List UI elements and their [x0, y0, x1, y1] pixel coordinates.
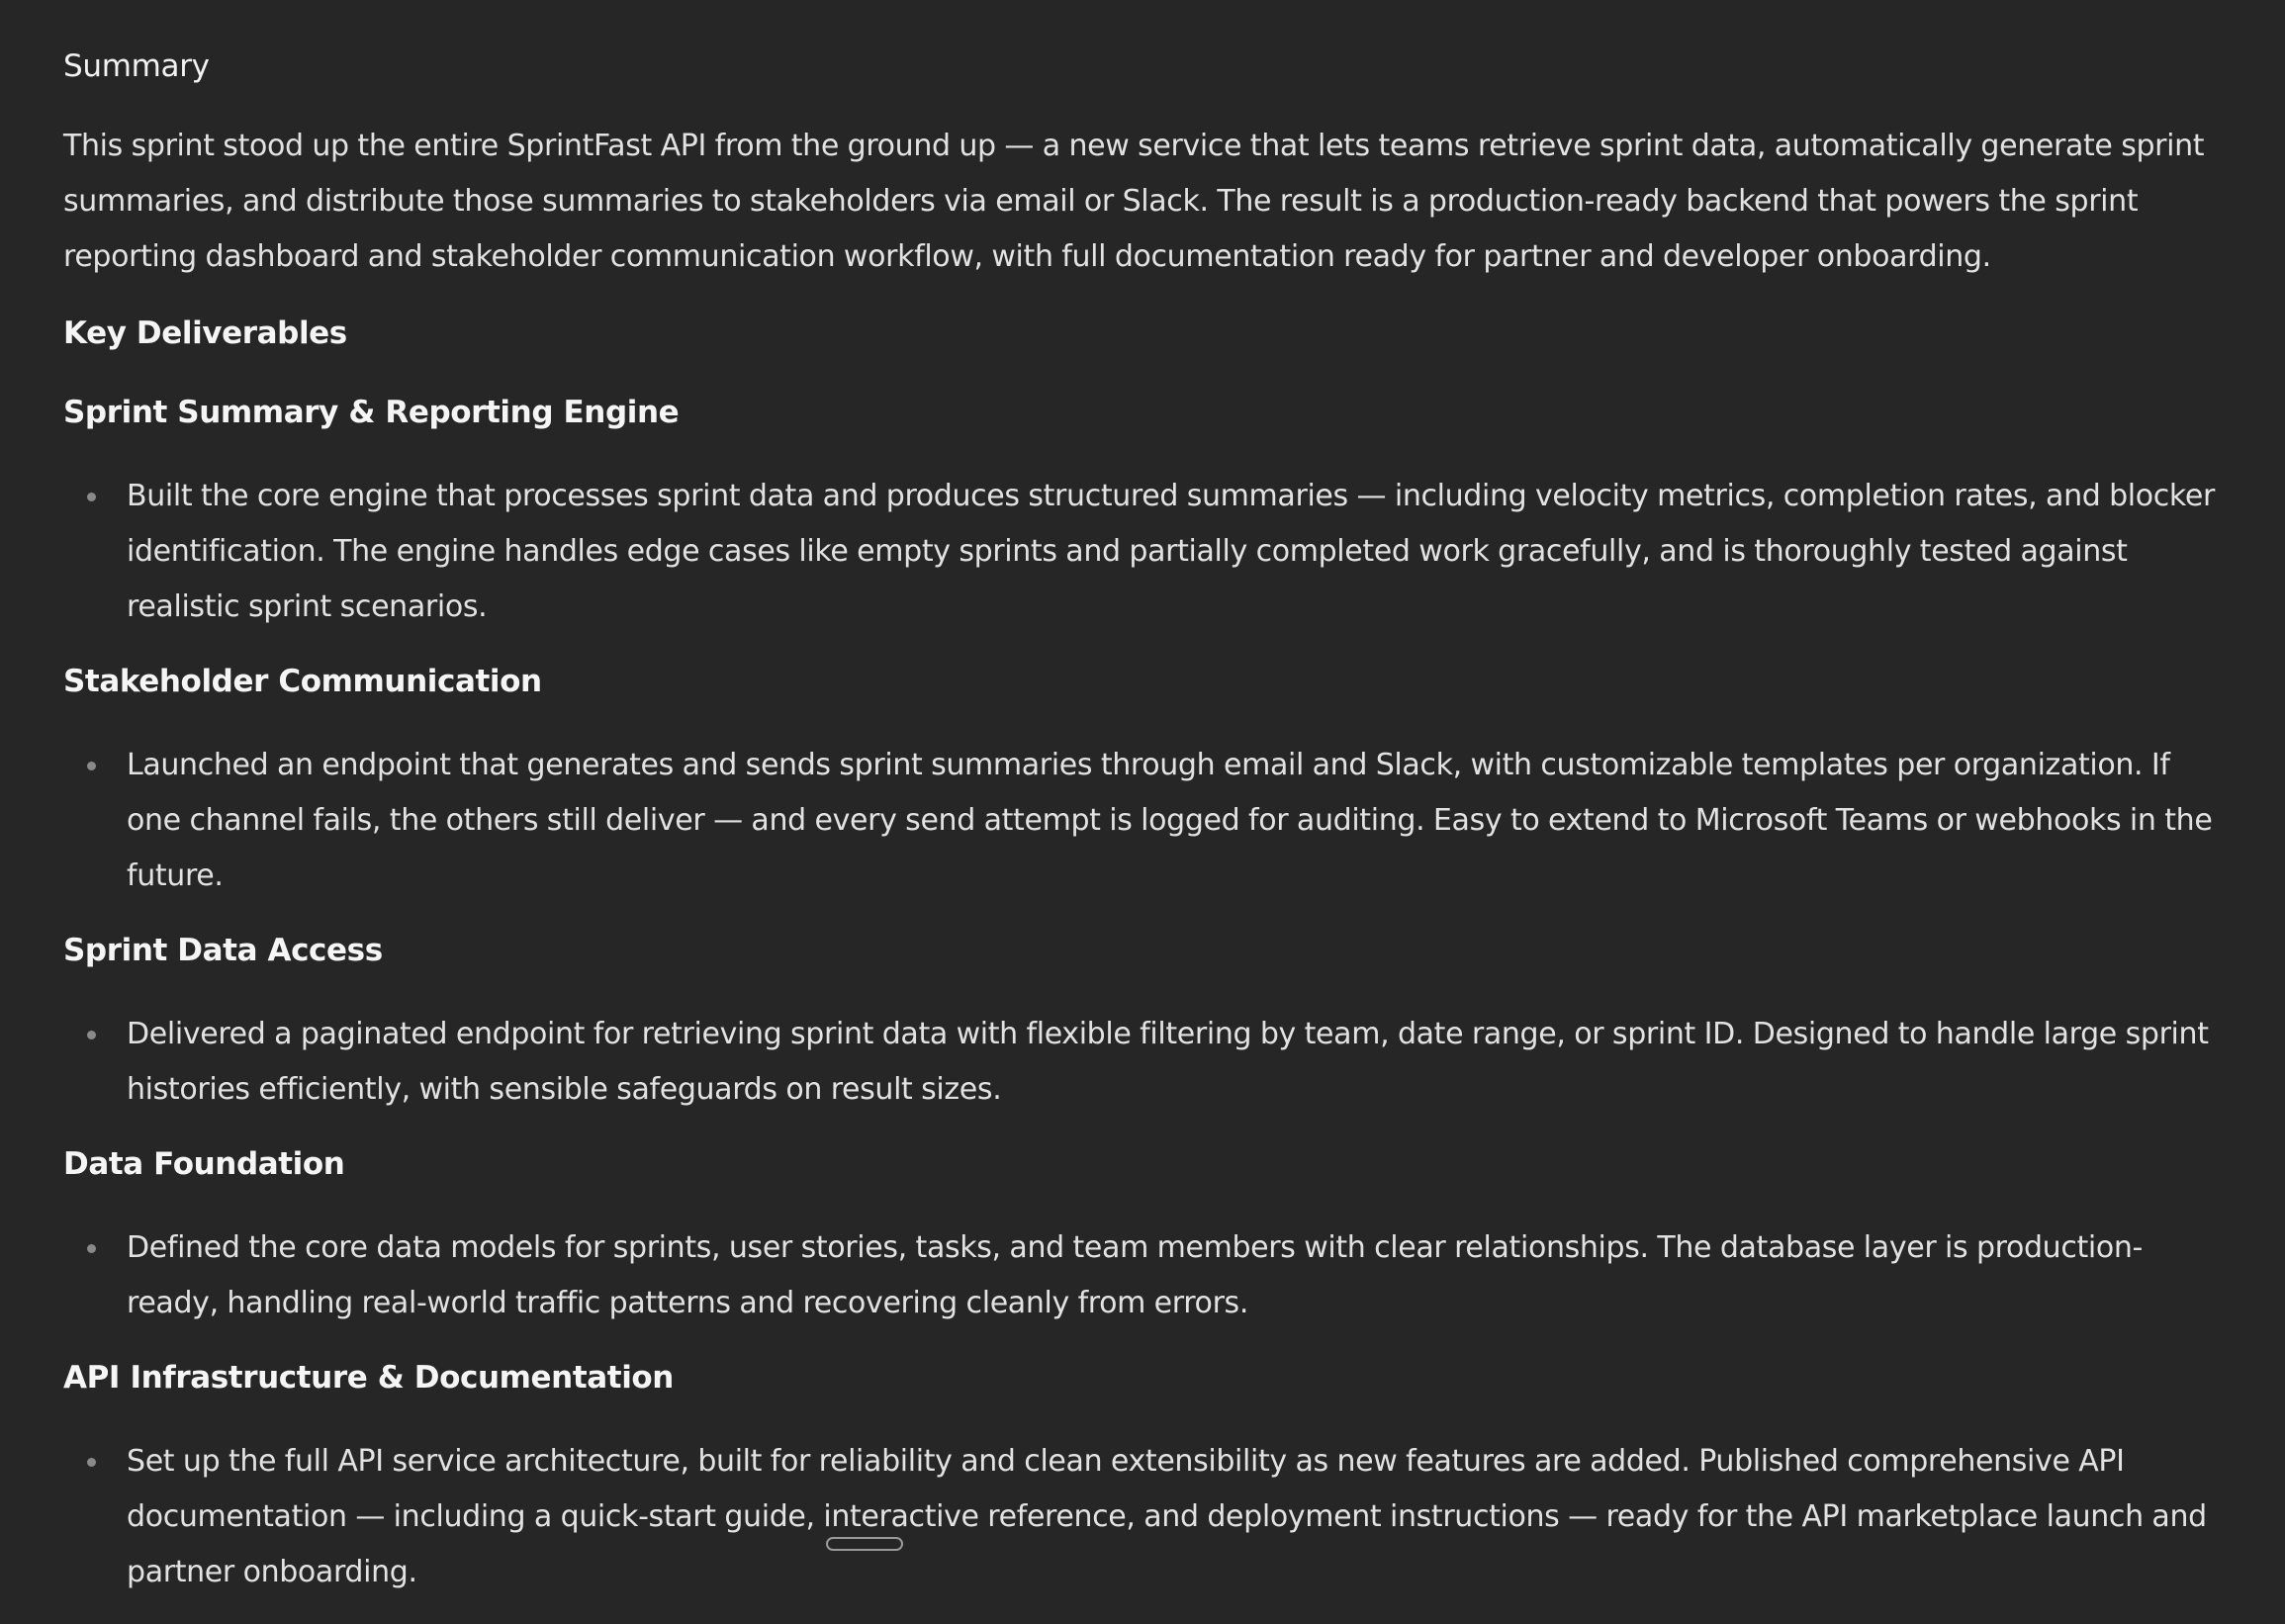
section-heading-stakeholder-communication: Stakeholder Communication [63, 664, 542, 699]
bullet-list-stakeholder-communication [63, 738, 2220, 904]
list-item [63, 1220, 2220, 1331]
list-item [63, 1007, 2220, 1118]
list-item [63, 738, 2220, 904]
summary-paragraph: This sprint stood up the entire SprintFast API from the ground up — a new service that lets teams retrieve sprint data, automatically generate sprint summaries, and distribute those summaries to stakeholders via email or Slack. The result is a production-ready backend that powers the sprint reporting dashboard and stakeholder communication workflow, with full documentation ready for partner and developer onboarding. [63, 129, 2205, 274]
bullet-list-sprint-data-access [63, 1007, 2220, 1118]
bullet-list-data-foundation [63, 1220, 2220, 1331]
bullet-text: Set up the full API service architecture, built for reliability and clean extensibility as new features are added. Published comprehensive API documentation — including a quick-start guide, interactive reference, and deployment instructions — ready for the API marketplace launch and partner onboarding. [127, 1444, 2207, 1589]
list-item [63, 1434, 2220, 1600]
bullet-icon [87, 493, 96, 501]
bullet-list-api-infrastructure [63, 1434, 2220, 1600]
bullet-text: Defined the core data models for sprints, user stories, tasks, and team members with clear relationships. The database layer is production-ready, handling real-world traffic patterns and recovering cleanly from errors. [127, 1230, 2144, 1320]
bullet-icon [87, 1244, 96, 1253]
section-heading-reporting-engine: Sprint Summary & Reporting Engine [63, 395, 680, 430]
document-body [63, 44, 2220, 1624]
section-heading-sprint-data-access: Sprint Data Access [63, 933, 383, 968]
section-heading-api-infrastructure: API Infrastructure & Documentation [63, 1360, 674, 1396]
key-deliverables-heading: Key Deliverables [63, 316, 347, 351]
scroll-handle[interactable] [826, 1537, 903, 1551]
list-item [63, 469, 2220, 635]
bullet-text: Delivered a paginated endpoint for retrieving sprint data with flexible filtering by team, date range, or sprint ID. Designed to handle large sprint histories efficiently, with sensible safeguards on result sizes. [127, 1017, 2209, 1107]
bullet-list-reporting-engine [63, 469, 2220, 635]
bullet-text: Launched an endpoint that generates and sends sprint summaries through email and Slack, with customizable templates per organization. If one channel fails, the others still deliver — and every send attempt is logged for auditing. Easy to extend to Microsoft Teams or webhooks in the future. [127, 748, 2213, 893]
bullet-text: Built the core engine that processes sprint data and produces structured summaries — including velocity metrics, completion rates, and blocker identification. The engine handles edge cases like empty sprints and partially completed work gracefully, and is thoroughly tested against realistic sprint scenarios. [127, 479, 2215, 624]
bullet-icon [87, 762, 96, 770]
summary-title: Summary [63, 48, 210, 84]
bullet-icon [87, 1031, 96, 1039]
section-heading-data-foundation: Data Foundation [63, 1146, 345, 1182]
bullet-icon [87, 1458, 96, 1467]
